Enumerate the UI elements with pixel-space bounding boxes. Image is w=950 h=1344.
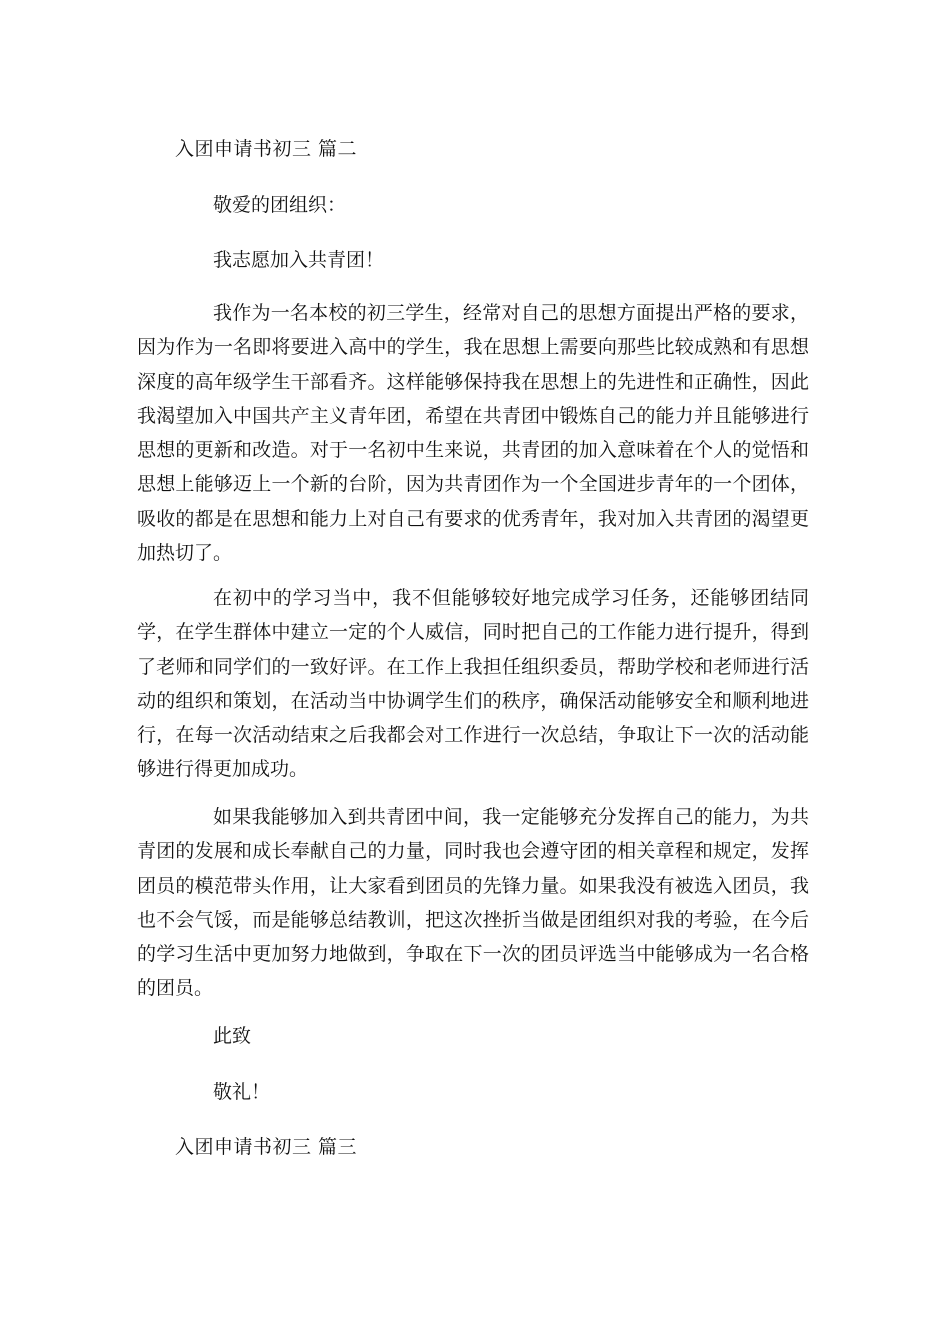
paragraph-2: 在初中的学习当中，我不但能够较好地完成学习任务，还能够团结同学，在学生群体中建立一定的个人威信，同时把自己的工作能力进行提升，得到了老师和同学们的一致好评。在工作上我担任组织委员，帮助学校和老师进行活动的组织和策划，在活动当中协调学生们的秩序，确保活动能够安全和顺利地进行，在每一次活动结束之后我都会对工作进行一次总结，争取让下一次的活动能够进行得更加成功。 xyxy=(137,587,809,781)
paragraph-1: 我作为一名本校的初三学生，经常对自己的思想方面提出严格的要求，因为作为一名即将要进入高中的学生，我在思想上需要向那些比较成熟和有思想深度的高年级学生干部看齐。这样能够保持我在思想上的先进性和正确性，因此我渴望加入中国共产主义青年团，希望在共青团中锻炼自己的能力并且能够进行思想的更新和改造。对于一名初中生来说，共青团的加入意味着在个人的觉悟和思想上能够迈上一个新的台阶，因为共青团作为一个全国进步青年的一个团体，吸收的都是在思想和能力上对自己有要求的优秀青年，我对加入共青团的渴望更加热切了。 xyxy=(137,302,809,565)
section-heading-2: 入团申请书初三 篇二 xyxy=(175,138,358,160)
section-heading-3: 入团申请书初三 篇三 xyxy=(175,1136,358,1158)
closing-line-1: 此致 xyxy=(213,1025,252,1047)
paragraph-3: 如果我能够加入到共青团中间，我一定能够充分发挥自己的能力，为共青团的发展和成长奉献自己的力量，同时我也会遵守团的相关章程和规定，发挥团员的模范带头作用，让大家看到团员的先锋力量。如果我没有被选入团员，我也不会气馁，而是能够总结教训，把这次挫折当做是团组织对我的考验，在今后的学习生活中更加努力地做到，争取在下一次的团员评选当中能够成为一名合格的团员。 xyxy=(137,806,809,1000)
salutation: 敬爱的团组织： xyxy=(213,194,347,216)
closing-line-2: 敬礼！ xyxy=(213,1081,271,1103)
opening-line: 我志愿加入共青团！ xyxy=(213,249,385,271)
